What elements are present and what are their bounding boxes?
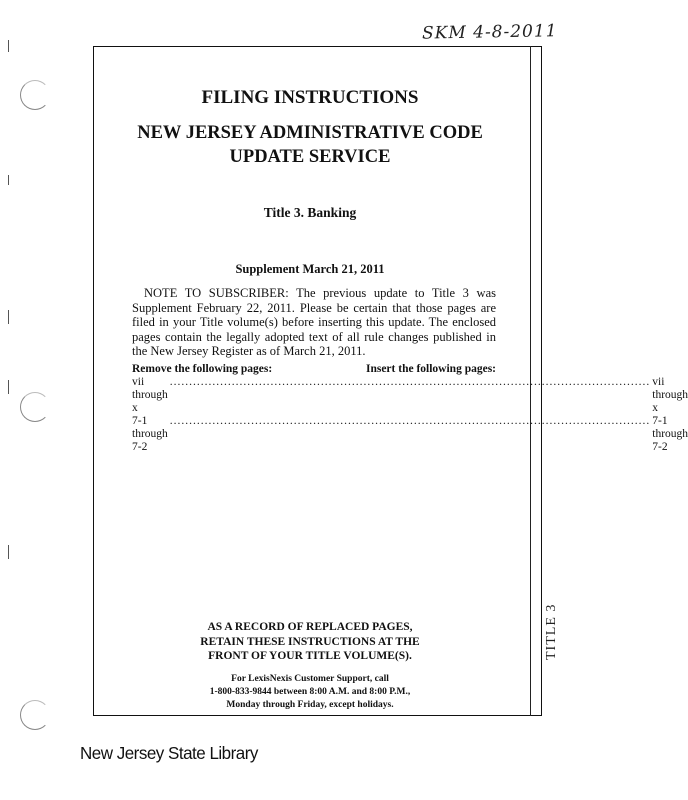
record-line: FRONT OF YOUR TITLE VOLUME(S). (208, 650, 412, 662)
page-subtitle (100, 121, 520, 169)
subtitle-line: UPDATE SERVICE (229, 147, 391, 167)
subscriber-note: NOTE TO SUBSCRIBER: The previous update to Title 3 was Supplement February 22, 2011. Please be certain that those pages are filed in your Title volume(s) before inserting this update. The enclosed pages contain the legally adopted text of all rule changes published in the New Jersey Register as of March 21, 2011. (132, 286, 496, 358)
supplement-date: Supplement March 21, 2011 (235, 262, 385, 276)
leader-dots: ............................................................................................................................ (169, 376, 651, 388)
record-line: AS A RECORD OF REPLACED PAGES, (207, 621, 413, 633)
insert-pages: 7-1 through 7-2 (652, 415, 688, 453)
binder-hole (20, 80, 50, 110)
insert-pages: vii through x (652, 376, 688, 414)
remove-pages: 7-1 through 7-2 (132, 415, 168, 453)
support-info (100, 673, 520, 712)
record-notice (100, 620, 520, 664)
title-name: Title 3. Banking (263, 205, 357, 220)
record-line: RETAIN THESE INSTRUCTIONS AT THE (200, 635, 420, 648)
margin-mark (8, 175, 9, 185)
subtitle-line: NEW JERSEY ADMINISTRATIVE CODE (137, 123, 483, 143)
handwritten-note: SKM 4-8-2011 (421, 21, 558, 44)
binder-hole (20, 700, 50, 730)
pages-row (132, 376, 688, 415)
remove-pages: vii through x (132, 376, 168, 414)
margin-mark (8, 40, 9, 52)
margin-mark (8, 545, 9, 559)
support-line: For LexisNexis Customer Support, call (231, 674, 389, 684)
pages-table (132, 363, 688, 454)
margin-mark (8, 310, 9, 324)
remove-header: Remove the following pages: (132, 363, 273, 375)
binder-hole (20, 392, 50, 422)
support-line: Monday through Friday, except holidays. (226, 700, 394, 710)
insert-header: Insert the following pages: (365, 363, 496, 375)
pages-header (132, 363, 496, 376)
pages-row (132, 415, 688, 454)
leader-dots: ............................................................................................................................ (169, 415, 651, 427)
support-line: 1-800-833-9844 between 8:00 A.M. and 8:00 P.M., (209, 687, 411, 697)
page-title: FILING INSTRUCTIONS (201, 87, 419, 108)
margin-mark (8, 380, 9, 394)
side-tab-title: TITLE 3 (544, 603, 559, 660)
library-stamp: New Jersey State Library (80, 743, 258, 764)
